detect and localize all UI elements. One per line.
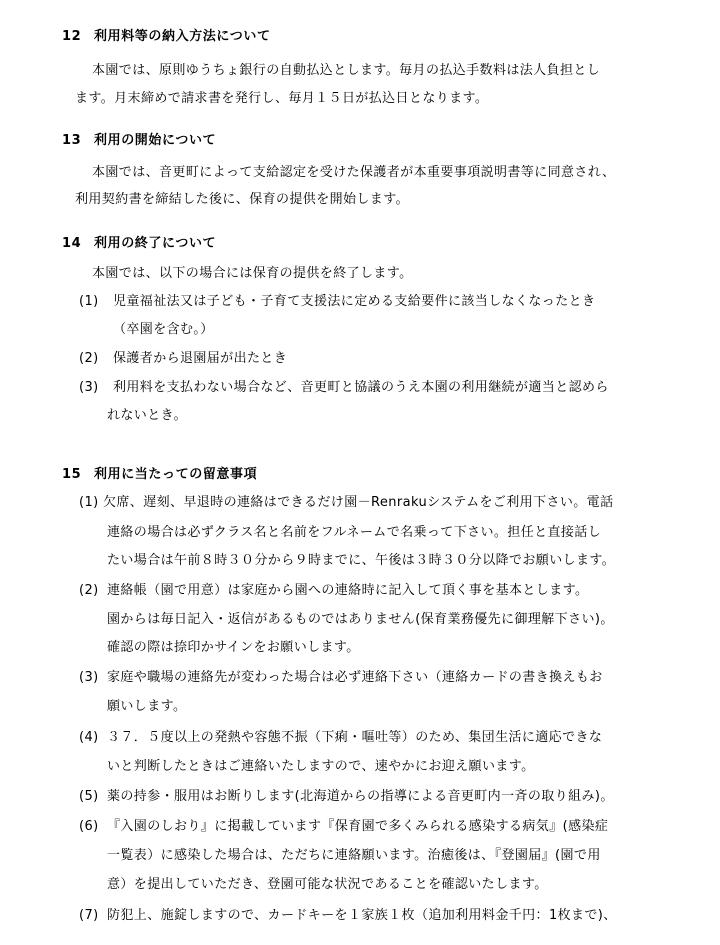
list-marker: (6) (79, 819, 99, 834)
list-item-line: 園からは毎日記入・返信があるものではありません(保育業務優先に御理解下さい)。 (107, 612, 614, 627)
list-item-line: 連絡の場合は必ずクラス名と名前をフルネームで名乗って下さい。担任と直接話し (107, 525, 602, 540)
list-marker: (5) (79, 789, 99, 804)
list-marker: (7) (79, 908, 99, 923)
list-item-line: 意）を提出していただき、登園可能な状況であることを確認いたします。 (107, 877, 548, 892)
section-13-heading (62, 131, 216, 151)
list-marker: (2) (79, 351, 99, 366)
list-marker: (1) (79, 294, 99, 309)
section-title: 利用の開始について (94, 133, 217, 148)
list-item-line: 確認の際は捺印かサインをお願いします。 (107, 640, 360, 655)
list-item-line: 保護者から退園届が出たとき (113, 351, 288, 366)
list-marker: (2) (79, 583, 99, 598)
list-item-line: いと判断したときはご連絡いたしますので、速やかにお迎え願います。 (107, 759, 535, 774)
list-marker: (4) (79, 730, 99, 745)
list-marker: (3) (79, 670, 99, 685)
section-title: 利用料等の納入方法について (94, 29, 271, 44)
list-item-line: 児童福祉法又は子ども・子育て支援法に定める支給要件に該当しなくなったとき (113, 294, 596, 309)
section-12-line-2: ます。月末締めで請求書を発行し、毎月１５日が払込日となります。 (75, 91, 489, 106)
section-12-line-1: 本園では、原則ゆうちょ銀行の自動払込とします。毎月の払込手数料は法人負担とし (92, 63, 601, 78)
list-marker: (1) (79, 495, 99, 510)
list-item-line: ３７．５度以上の発熱や容態不振（下痢・嘔吐等）のため、集団生活に適応できな (107, 730, 603, 745)
section-number: 15 (62, 467, 82, 482)
list-item-line: 家庭や職場の連絡先が変わった場合は必ず連絡下さい（連絡カードの書き換えもお (107, 670, 603, 685)
list-item-line: 利用料を支払わない場合など、音更町と協議のうえ本園の利用継続が適当と認めら (113, 380, 609, 395)
list-item-line: 一覧表）に感染した場合は、ただちに連絡願います。治癒後は、『登園届』(園で用 (107, 848, 601, 863)
section-14-heading (62, 234, 216, 254)
list-item-line: 欠席、遅刻、早退時の連絡はできるだけ園－Renrakuシステムをご利用下さい。電話 (103, 495, 614, 510)
list-item-line: （卒園を含む。） (113, 322, 214, 337)
list-item-line: たい場合は午前８時３０分から９時までに、午後は３時３０分以降でお願いします。 (107, 553, 616, 568)
section-number: 12 (62, 29, 82, 44)
section-15-heading (62, 465, 257, 485)
section-13-line-1: 本園では、音更町によって支給認定を受けた保護者が本重要事項説明書等に同意され、 (92, 165, 616, 180)
list-item-line: 防犯上、施錠しますので、カードキーを１家族１枚（追加利用料金千円：1枚まで)、 (107, 908, 617, 923)
list-item-line: れないとき。 (107, 408, 187, 423)
list-item-line: 薬の持参・服用はお断りします(北海道からの指導による音更町内一斉の取り組み)。 (107, 789, 614, 804)
section-13-line-2: 利用契約書を締結した後に、保育の提供を開始します。 (75, 192, 409, 207)
section-title: 利用に当たっての留意事項 (94, 467, 258, 482)
list-item-line: 連絡帳（園で用意）は家庭から園への連絡時に記入して頂く事を基本とします。 (107, 583, 589, 598)
list-item-line: 願いします。 (107, 699, 187, 714)
list-item-line: 『入園のしおり』に掲載しています『保育園で多くみられる感染する病気』(感染症 (107, 819, 609, 834)
list-marker: (3) (79, 380, 99, 395)
section-14-intro: 本園では、以下の場合には保育の提供を終了します。 (92, 266, 413, 281)
section-12-heading (62, 27, 271, 47)
section-title: 利用の終了について (94, 236, 217, 251)
section-number: 13 (62, 133, 82, 148)
section-number: 14 (62, 236, 82, 251)
